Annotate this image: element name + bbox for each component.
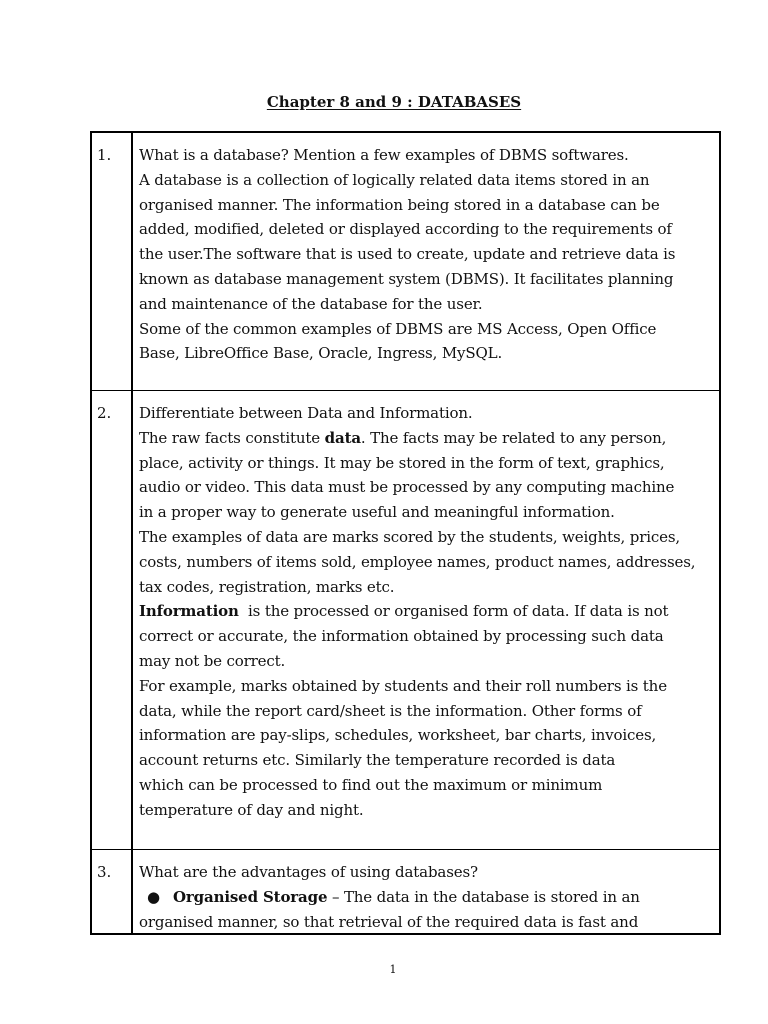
qa-table: [90, 131, 721, 935]
answer-line: and maintenance of the database for the user.: [139, 294, 483, 313]
bullet-item: [139, 885, 717, 910]
answer-line: For example, marks obtained by students and their roll numbers is the: [139, 676, 667, 695]
answer-line: audio or video. This data must be processed by any computing machine: [139, 478, 675, 497]
information-line-suffix: is the processed or organised form of data. If data is not: [238, 602, 669, 621]
answer-line: data, while the report card/sheet is the information. Other forms of: [139, 701, 642, 720]
number-cell: [92, 391, 133, 849]
answer-line: the user.The software that is used to create, update and retrieve data is: [139, 245, 676, 264]
table-row: [92, 850, 719, 935]
answer-line: costs, numbers of items sold, employee names, product names, addresses,: [139, 552, 696, 571]
question-text: Differentiate between Data and Information.: [139, 404, 473, 422]
table-row: [92, 133, 719, 391]
answer-line: information are pay-slips, schedules, worksheet, bar charts, invoices,: [139, 726, 657, 745]
answer-line: organised manner. The information being stored in a database can be: [139, 195, 660, 214]
answer-line: may not be correct.: [139, 651, 286, 670]
page-number: 1: [389, 963, 397, 976]
bullet-term: Organised Storage: [173, 887, 328, 906]
data-line-prefix: The raw facts constitute: [139, 428, 325, 447]
answer-cell: [139, 143, 717, 366]
page-title: Chapter 8 and 9 : DATABASES: [266, 93, 522, 111]
question-text: What is a database? Mention a few examples of DBMS softwares.: [139, 146, 629, 164]
answer-line: in a proper way to generate useful and meaningful information.: [139, 503, 615, 522]
number-cell: [92, 133, 133, 390]
information-term: Information: [139, 602, 239, 621]
answer-line: [139, 426, 717, 451]
answer-line: account returns etc. Similarly the temperature recorded is data: [139, 751, 616, 770]
answer-line: known as database management system (DBMS). It facilitates planning: [139, 269, 674, 288]
answer-line: Base, LibreOffice Base, Oracle, Ingress, MySQL.: [139, 344, 503, 363]
bullet-text: – The data in the database is stored in an: [327, 887, 640, 906]
data-line-suffix: . The facts may be related to any person,: [360, 428, 667, 447]
answer-line: place, activity or things. It may be stored in the form of text, graphics,: [139, 453, 665, 472]
answer-cell: [139, 860, 717, 934]
row-number: 3.: [97, 863, 112, 881]
answer-line: temperature of day and night.: [139, 800, 364, 819]
answer-line: A database is a collection of logically related data items stored in an: [139, 170, 650, 189]
answer-line: The examples of data are marks scored by the students, weights, prices,: [139, 527, 681, 546]
bullet-icon: ●: [147, 887, 160, 906]
data-term: data: [324, 428, 361, 447]
answer-line: [139, 599, 717, 624]
answer-line: which can be processed to find out the maximum or minimum: [139, 775, 603, 794]
answer-line: tax codes, registration, marks etc.: [139, 577, 395, 596]
answer-line: Some of the common examples of DBMS are MS Access, Open Office: [139, 319, 657, 338]
answer-line: correct or accurate, the information obtained by processing such data: [139, 627, 664, 646]
answer-cell: [139, 401, 717, 823]
table-row: [92, 391, 719, 850]
row-number: 2.: [97, 404, 112, 422]
number-cell: [92, 850, 133, 935]
answer-line: organised manner, so that retrieval of the required data is fast and: [139, 912, 639, 931]
row-number: 1.: [97, 146, 112, 164]
answer-line: added, modified, deleted or displayed according to the requirements of: [139, 220, 672, 239]
question-text: What are the advantages of using databases?: [139, 863, 478, 881]
